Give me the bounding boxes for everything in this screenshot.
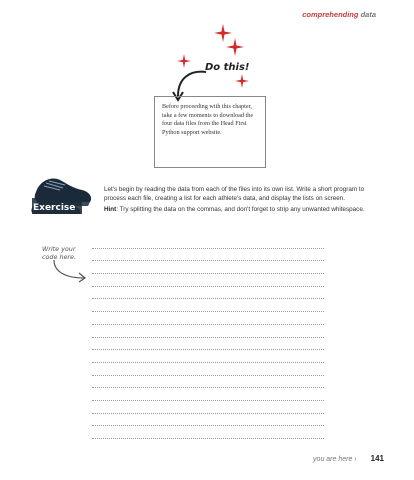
- write-code-note: Write your code here.: [42, 245, 77, 261]
- exercise-hint: [104, 206, 374, 213]
- header-section-rest: data: [358, 10, 376, 19]
- writing-line: [92, 312, 324, 325]
- do-this-callout: Do this!: [205, 62, 250, 73]
- writing-line: [92, 388, 324, 401]
- writing-line: [92, 338, 324, 351]
- writing-line: [92, 287, 324, 300]
- header-section: comprehending: [302, 10, 359, 19]
- pointer-arrow-icon: [50, 258, 90, 284]
- sparkle-icon: [226, 38, 244, 56]
- writing-line: [92, 401, 324, 414]
- hint-text: : Try splitting the data on the commas, and don't forget to strip any unwanted whitespace.: [116, 206, 365, 213]
- download-note-box: [154, 96, 266, 168]
- page-number: 141: [370, 454, 384, 463]
- writing-line: [92, 376, 324, 389]
- writing-line: [92, 414, 324, 427]
- exercise-label: Exercise: [33, 203, 76, 213]
- writing-line: [92, 325, 324, 338]
- running-header: [302, 10, 376, 19]
- writing-line: [92, 350, 324, 363]
- exercise-body: Let's begin by reading the data from each of the files into its own list. Write a short program to process each file, creating a list for each athlete's data, and display the lists on screen.: [104, 186, 365, 202]
- writing-line: [92, 236, 324, 249]
- code-writing-area[interactable]: [92, 236, 324, 439]
- sparkle-icon: [235, 74, 249, 88]
- writing-line: [92, 274, 324, 287]
- writing-line: [92, 363, 324, 376]
- writing-line: [92, 299, 324, 312]
- writing-line: [92, 426, 324, 439]
- hint-label: Hint: [104, 206, 117, 213]
- you-are-here: you are here ›: [313, 456, 357, 463]
- writing-line: [92, 249, 324, 262]
- download-note-text: Before proceeding with this chapter, take a few moments to download the four data files from the Head First Python support website.: [162, 103, 254, 136]
- page-footer: [313, 454, 384, 463]
- writing-line: [92, 261, 324, 274]
